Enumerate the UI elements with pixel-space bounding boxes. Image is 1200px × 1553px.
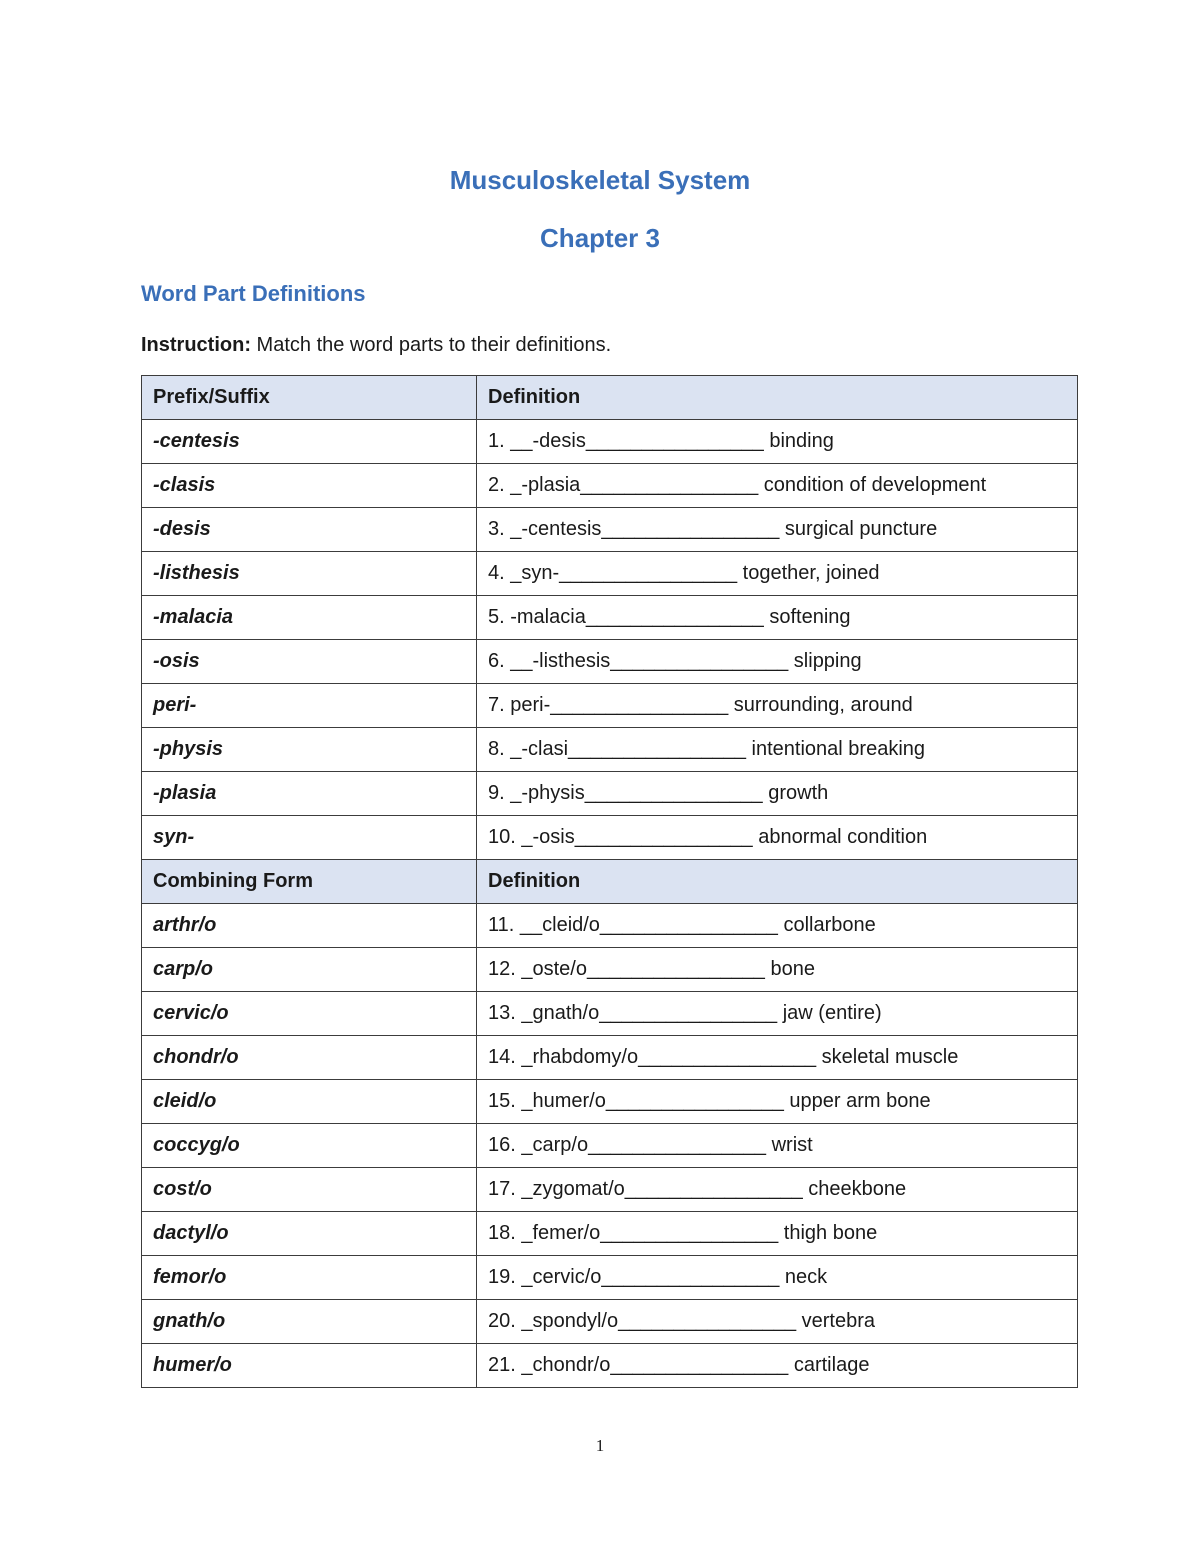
- instruction: [141, 334, 611, 357]
- definition-cell: 3. _-centesis________________ surgical puncture: [477, 508, 1078, 552]
- term-cell: -physis: [142, 728, 477, 772]
- term-cell: femor/o: [142, 1256, 477, 1300]
- definition-cell: 8. _-clasi________________ intentional breaking: [477, 728, 1078, 772]
- definition-cell: 7. peri-________________ surrounding, around: [477, 684, 1078, 728]
- table-row: [142, 1256, 1078, 1300]
- table-header-row: [142, 376, 1078, 420]
- table-row: [142, 1124, 1078, 1168]
- table-row: [142, 640, 1078, 684]
- term-cell: chondr/o: [142, 1036, 477, 1080]
- term-cell: -clasis: [142, 464, 477, 508]
- word-part-table: [141, 375, 1078, 1388]
- table-row: [142, 904, 1078, 948]
- term-cell: -malacia: [142, 596, 477, 640]
- term-cell: carp/o: [142, 948, 477, 992]
- header-combining-form: Combining Form: [142, 860, 477, 904]
- term-cell: arthr/o: [142, 904, 477, 948]
- table-row: [142, 420, 1078, 464]
- term-cell: cost/o: [142, 1168, 477, 1212]
- term-cell: -desis: [142, 508, 477, 552]
- definition-cell: 18. _femer/o________________ thigh bone: [477, 1212, 1078, 1256]
- table-header-row: [142, 860, 1078, 904]
- table-row: [142, 596, 1078, 640]
- chapter-title: Chapter 3: [540, 223, 660, 253]
- table-row: [142, 1212, 1078, 1256]
- term-cell: cervic/o: [142, 992, 477, 1036]
- term-cell: dactyl/o: [142, 1212, 477, 1256]
- definition-cell: 15. _humer/o________________ upper arm bone: [477, 1080, 1078, 1124]
- definition-cell: 21. _chondr/o________________ cartilage: [477, 1344, 1078, 1388]
- table-row: [142, 552, 1078, 596]
- definition-cell: 2. _-plasia________________ condition of development: [477, 464, 1078, 508]
- page-number: 1: [595, 1436, 605, 1455]
- instruction-text: Match the word parts to their definitions.: [251, 334, 612, 356]
- definition-cell: 12. _oste/o________________ bone: [477, 948, 1078, 992]
- definition-cell: 9. _-physis________________ growth: [477, 772, 1078, 816]
- term-cell: cleid/o: [142, 1080, 477, 1124]
- term-cell: -listhesis: [142, 552, 477, 596]
- definition-cell: 1. __-desis________________ binding: [477, 420, 1078, 464]
- definition-cell: 11. __cleid/o________________ collarbone: [477, 904, 1078, 948]
- table-row: [142, 508, 1078, 552]
- term-cell: humer/o: [142, 1344, 477, 1388]
- term-cell: peri-: [142, 684, 477, 728]
- definition-cell: 16. _carp/o________________ wrist: [477, 1124, 1078, 1168]
- instruction-label: Instruction:: [141, 334, 251, 356]
- term-cell: gnath/o: [142, 1300, 477, 1344]
- section-heading: Word Part Definitions: [141, 281, 366, 306]
- term-cell: -osis: [142, 640, 477, 684]
- term-cell: coccyg/o: [142, 1124, 477, 1168]
- term-cell: -plasia: [142, 772, 477, 816]
- table-row: [142, 1080, 1078, 1124]
- definition-cell: 19. _cervic/o________________ neck: [477, 1256, 1078, 1300]
- header-prefix-suffix: Prefix/Suffix: [142, 376, 477, 420]
- definition-cell: 14. _rhabdomy/o________________ skeletal muscle: [477, 1036, 1078, 1080]
- table-row: [142, 1300, 1078, 1344]
- term-cell: -centesis: [142, 420, 477, 464]
- table-row: [142, 464, 1078, 508]
- definition-cell: 17. _zygomat/o________________ cheekbone: [477, 1168, 1078, 1212]
- table-row: [142, 948, 1078, 992]
- definition-cell: 13. _gnath/o________________ jaw (entire): [477, 992, 1078, 1036]
- header-definition: Definition: [477, 860, 1078, 904]
- definition-cell: 20. _spondyl/o________________ vertebra: [477, 1300, 1078, 1344]
- definition-cell: 5. -malacia________________ softening: [477, 596, 1078, 640]
- table-row: [142, 1168, 1078, 1212]
- table-row: [142, 684, 1078, 728]
- table-row: [142, 816, 1078, 860]
- table-row: [142, 992, 1078, 1036]
- table-row: [142, 728, 1078, 772]
- document-title: Musculoskeletal System: [449, 165, 751, 195]
- definition-cell: 10. _-osis________________ abnormal condition: [477, 816, 1078, 860]
- table-row: [142, 772, 1078, 816]
- term-cell: syn-: [142, 816, 477, 860]
- definition-cell: 4. _syn-________________ together, joined: [477, 552, 1078, 596]
- table-row: [142, 1344, 1078, 1388]
- table-row: [142, 1036, 1078, 1080]
- definition-cell: 6. __-listhesis________________ slipping: [477, 640, 1078, 684]
- header-definition: Definition: [477, 376, 1078, 420]
